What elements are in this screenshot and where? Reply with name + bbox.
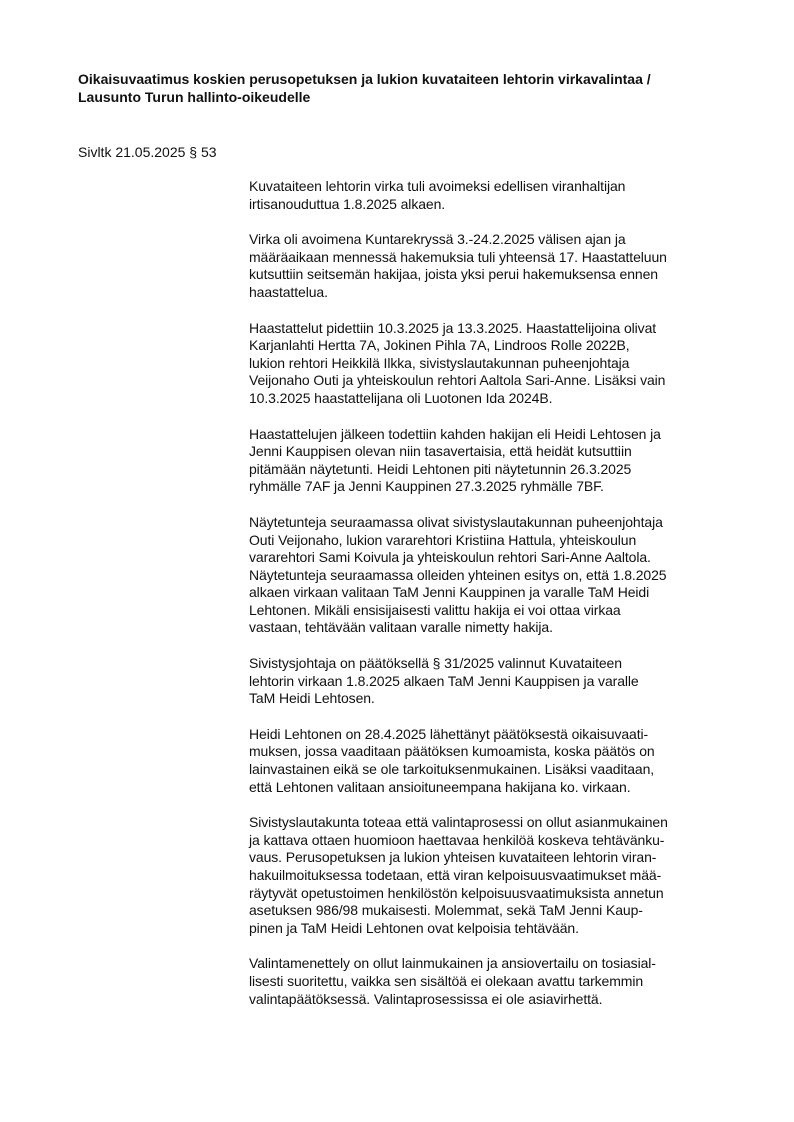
paragraph-line: alkaen virkaan valitaan TaM Jenni Kauppinen ja varalle TaM Heidi (249, 584, 650, 601)
paragraph-line: vastaan, tehtävään valitaan varalle nimetty hakija. (249, 619, 553, 636)
paragraph-line: Sivistyslautakunta toteaa että valintaprosessi on ollut asianmukainen (249, 814, 668, 831)
paragraph-line: valintapäätöksessä. Valintaprosessissa ei ole asiavirhettä. (249, 990, 603, 1007)
paragraph-line: Näytetunteja seuraamassa olivat sivistyslautakunnan puheenjohtaja (249, 513, 663, 530)
paragraph-line: asetuksen 986/98 mukaisesti. Molemmat, sekä TaM Jenni Kaup- (249, 902, 643, 919)
meeting-reference: Sivltk 21.05.2025 § 53 (78, 144, 217, 160)
document-title (78, 70, 768, 106)
title-line: Lausunto Turun hallinto-oikeudelle (78, 89, 311, 105)
paragraph-line: TaM Heidi Lehtosen. (249, 690, 375, 707)
paragraph-line: lisesti suoritettu, vaikka sen sisältöä ei olekaan avattu tarkemmin (249, 972, 644, 989)
paragraph-line: vararehtori Sami Koivula ja yhteiskoulun rehtori Sari-Anne Aaltola. (249, 549, 651, 566)
paragraph-line: Valintamenettely on ollut lainmukainen ja ansiovertailu on tosiasial- (249, 955, 656, 972)
paragraph-line: Näytetunteja seuraamassa olleiden yhteinen esitys on, että 1.8.2025 (249, 566, 667, 583)
paragraph-line: 10.3.2025 haastattelijana oli Luotonen Ida 2024B. (249, 389, 553, 406)
body-paragraph (249, 726, 741, 796)
body-paragraph (249, 320, 741, 408)
paragraph-line: räytyvät opetustoimen henkilöstön kelpoisuusvaatimuksista annetun (249, 884, 664, 901)
body-paragraph (249, 814, 741, 937)
paragraph-line: pitämään näytetunti. Heidi Lehtonen piti näytetunnin 26.3.2025 (249, 460, 632, 477)
paragraph-line: Kuvataiteen lehtorin virka tuli avoimeksi edellisen viranhaltijan (249, 178, 626, 194)
paragraph-line: Karjanlahti Hertta 7A, Jokinen Pihla 7A, Lindroos Rolle 2022B, (249, 337, 630, 354)
paragraph-line: Lehtonen. Mikäli ensisijaisesti valittu hakija ei voi ottaa virkaa (249, 601, 621, 618)
body-paragraph (249, 426, 741, 496)
paragraph-line: ryhmälle 7AF ja Jenni Kauppinen 27.3.2025 ryhmälle 7BF. (249, 478, 604, 495)
paragraph-line: Veijonaho Outi ja yhteiskoulun rehtori Aaltola Sari-Anne. Lisäksi vain (249, 372, 666, 389)
paragraph-line: Outi Veijonaho, lukion vararehtori Kristiina Hattula, yhteiskoulun (249, 531, 637, 548)
paragraph-line: lainvastainen eikä se ole tarkoituksenmukainen. Lisäksi vaaditaan, (249, 761, 655, 778)
title-line: Oikaisuvaatimus koskien perusopetuksen ja lukion kuvataiteen lehtorin virkavalintaa / (78, 71, 651, 87)
body-paragraph (249, 655, 741, 708)
paragraph-line: hakuilmoituksessa todetaan, että viran kelpoisuusvaatimukset mää- (249, 867, 662, 883)
paragraph-line: lukion rehtori Heikkilä Ilkka, sivistyslautakunnan puheenjohtaja (249, 354, 630, 371)
paragraph-line: Sivistysjohtaja on päätöksellä § 31/2025 valinnut Kuvataiteen (249, 655, 622, 672)
body-paragraph (249, 178, 741, 213)
paragraph-line: Haastattelujen jälkeen todettiin kahden hakijan eli Heidi Lehtosen ja (249, 425, 661, 442)
paragraph-line: ja kattava ottaen huomioon haettavaa henkilöä koskeva tehtävänku- (249, 831, 665, 848)
paragraph-line: vaus. Perusopetuksen ja lukion yhteisen kuvataiteen lehtorin viran- (249, 849, 657, 866)
paragraph-line: lehtorin virkaan 1.8.2025 alkaen TaM Jenni Kauppisen ja varalle (249, 672, 639, 689)
document-body (249, 178, 741, 1026)
paragraph-line: Virka oli avoimena Kuntarekryssä 3.-24.2.2025 välisen ajan ja (249, 231, 626, 248)
paragraph-line: haastattelua. (249, 283, 328, 300)
paragraph-line: muksen, jossa vaaditaan päätöksen kumoamista, koska päätös on (249, 743, 655, 760)
paragraph-line: Jenni Kauppisen olevan niin tasavertaisia, että heidät kutsuttiin (249, 443, 632, 460)
paragraph-line: Haastattelut pidettiin 10.3.2025 ja 13.3.2025. Haastattelijoina olivat (249, 319, 657, 336)
paragraph-line: irtisanouduttua 1.8.2025 alkaen. (249, 195, 446, 212)
body-paragraph (249, 231, 741, 301)
paragraph-line: määräaikaan mennessä hakemuksia tuli yhteensä 17. Haastatteluun (249, 248, 667, 265)
body-paragraph (249, 955, 741, 1008)
paragraph-line: kutsuttiin seitsemän hakijaa, joista yksi perui hakemuksensa ennen (249, 266, 658, 283)
paragraph-line: pinen ja TaM Heidi Lehtonen ovat kelpoisia tehtävään. (249, 919, 579, 936)
body-paragraph (249, 514, 741, 637)
paragraph-line: Heidi Lehtonen on 28.4.2025 lähettänyt päätöksestä oikaisuvaati- (249, 725, 649, 742)
paragraph-line: että Lehtonen valitaan ansioituneempana hakijana ko. virkaan. (249, 778, 631, 795)
